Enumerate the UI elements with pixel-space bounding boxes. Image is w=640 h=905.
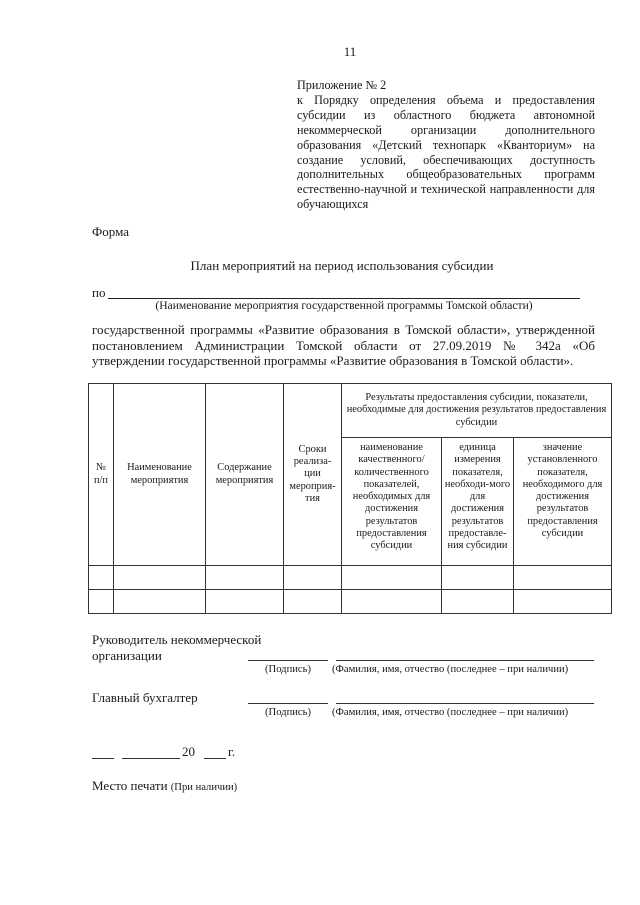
date-year-suffix: г. bbox=[228, 744, 236, 759]
po-caption: (Наименование мероприятия государственной программы Томской области) bbox=[155, 299, 533, 312]
col-content-header: Содержание мероприятия bbox=[206, 384, 284, 566]
head-signature-label: Руководитель некоммерческой организации bbox=[92, 632, 262, 663]
accountant-fio-line[interactable] bbox=[336, 703, 594, 704]
table-cell[interactable] bbox=[89, 566, 114, 590]
table-cell[interactable] bbox=[206, 590, 284, 614]
table-cell[interactable] bbox=[284, 590, 342, 614]
date-day-line[interactable] bbox=[92, 758, 114, 759]
col-num-header: № п/п bbox=[89, 384, 114, 566]
table-cell[interactable] bbox=[342, 566, 442, 590]
plan-table bbox=[88, 383, 612, 614]
program-text: государственной программы «Развитие образования в Томской области», утвержденной постановлением Администрации Томской области от 27.09.2019 № 342а «Об утверждении государственной программы «Развитие образования в Томской области». bbox=[92, 322, 595, 368]
accountant-signature-line[interactable] bbox=[248, 703, 328, 704]
head-fio-line[interactable] bbox=[336, 660, 594, 661]
appendix-text: к Порядку определения объема и предоставления субсидии из областного бюджета автономной некоммерческой организации дополнительного образования «Детский технопарк «Кванториум» на создание условий, обеспечивающих доступность дополнительных общеобразовательных программ естественно-научной и технической направленности для обучающихся bbox=[297, 92, 595, 212]
table-cell[interactable] bbox=[114, 566, 206, 590]
date-month-line[interactable] bbox=[122, 758, 180, 759]
table-cell[interactable] bbox=[442, 590, 514, 614]
appendix-block bbox=[297, 78, 595, 212]
table-cell[interactable] bbox=[514, 566, 612, 590]
col-terms-header: Сроки реализа-ции мероприя-тия bbox=[284, 384, 342, 566]
head-fio-caption: (Фамилия, имя, отчество (последнее – при наличии) bbox=[332, 664, 569, 675]
head-signature-caption: (Подпись) bbox=[265, 664, 311, 675]
table-header-row bbox=[89, 384, 612, 438]
stamp-place bbox=[92, 778, 237, 794]
stamp-label: Место печати bbox=[92, 778, 168, 793]
table-cell[interactable] bbox=[514, 590, 612, 614]
plan-title: План мероприятий на период использования субсидии bbox=[190, 258, 494, 273]
sub-indicator-name-header: наименование качественного/ количественного показателей, необходимых для достижения результатов предоставления субсидии bbox=[342, 438, 442, 566]
col-name-header: Наименование мероприятия bbox=[114, 384, 206, 566]
accountant-fio-caption: (Фамилия, имя, отчество (последнее – при наличии) bbox=[332, 707, 569, 718]
table-cell[interactable] bbox=[342, 590, 442, 614]
date-year-line[interactable] bbox=[204, 758, 226, 759]
table-cell[interactable] bbox=[114, 590, 206, 614]
table-row bbox=[89, 590, 612, 614]
stamp-note: (При наличии) bbox=[170, 782, 238, 793]
table-cell[interactable] bbox=[442, 566, 514, 590]
sub-value-header: значение установленного показателя, необходимого для достижения результатов предоставления субсидии bbox=[514, 438, 612, 566]
results-group-header: Результаты предоставления субсидии, показатели, необходимые для достижения результатов предоставления субсидии bbox=[342, 384, 612, 438]
head-signature-line[interactable] bbox=[248, 660, 328, 661]
page-number: 11 bbox=[343, 44, 357, 59]
table-row bbox=[89, 566, 612, 590]
table-cell[interactable] bbox=[206, 566, 284, 590]
po-label: по bbox=[92, 285, 106, 300]
accountant-signature-caption: (Подпись) bbox=[265, 707, 311, 718]
sub-unit-header: единица измерения показателя, необходи-мого для достижения результатов предоставле-ния субсидии bbox=[442, 438, 514, 566]
accountant-signature-label: Главный бухгалтер bbox=[92, 690, 198, 705]
date-year-prefix: 20 bbox=[182, 744, 195, 759]
form-label: Форма bbox=[92, 224, 129, 239]
table-cell[interactable] bbox=[89, 590, 114, 614]
table-cell[interactable] bbox=[284, 566, 342, 590]
appendix-title: Приложение № 2 bbox=[297, 78, 387, 92]
